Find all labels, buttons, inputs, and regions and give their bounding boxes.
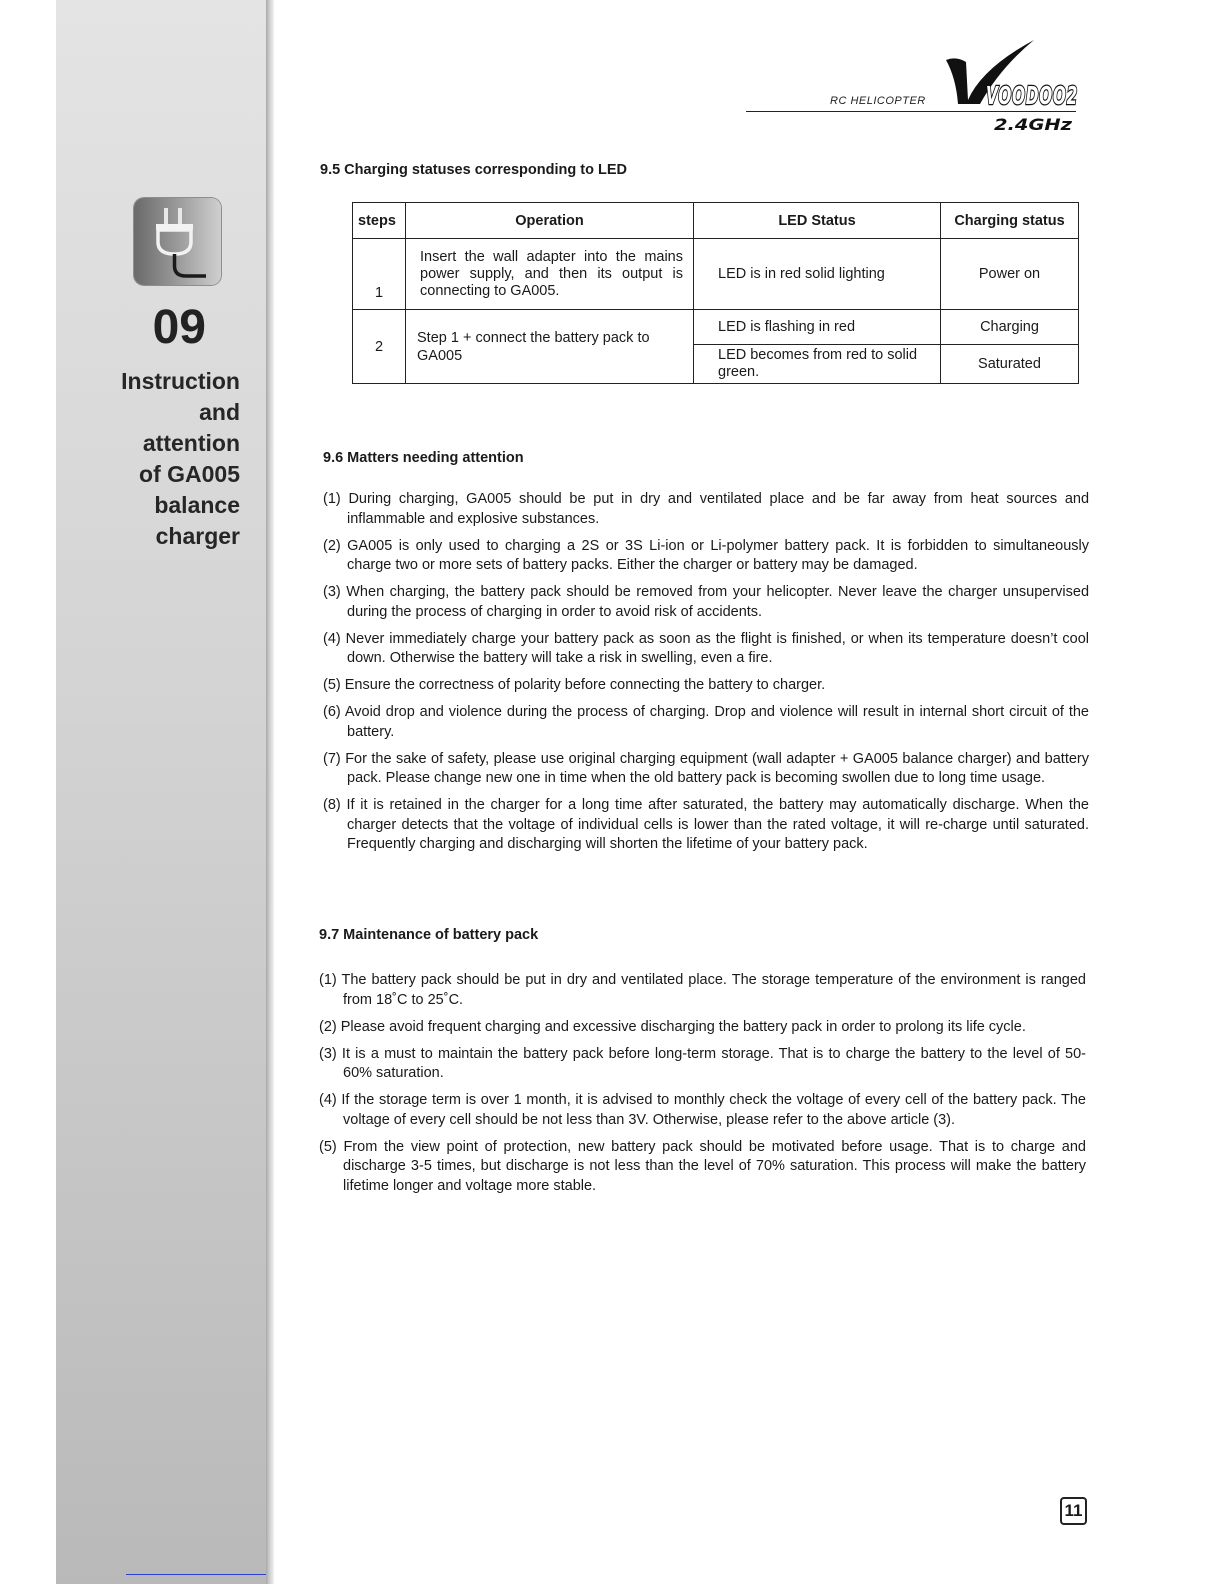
- item-number: (1): [323, 491, 341, 507]
- list-item: [323, 796, 1089, 855]
- list-item: [319, 1018, 1086, 1038]
- chapter-number: 09: [152, 301, 206, 354]
- table-row: [353, 310, 1079, 345]
- item-number: (4): [319, 1092, 337, 1108]
- chapter-title-line: of GA005: [139, 461, 240, 487]
- chapter-title-line: Instruction: [121, 368, 240, 394]
- header-subtitle: RC HELICOPTER: [830, 95, 926, 107]
- sidebar-link-line: [126, 1574, 266, 1575]
- chapter-title-line: charger: [155, 523, 240, 549]
- item-text: Ensure the correctness of polarity before connecting the battery to charger.: [344, 677, 826, 693]
- item-text: If the storage term is over 1 month, it is advised to monthly check the voltage of every cell of the battery pack. The voltage of every cell should be not less than 3V. Otherwise, please refer to the above article (3).: [341, 1092, 1086, 1128]
- charging-status-cell: Saturated: [941, 345, 1079, 384]
- maintenance-list: [319, 971, 1086, 1204]
- item-text: It is a must to maintain the battery pack before long-term storage. That is to charge the battery to the level of 50-60% saturation.: [341, 1045, 1086, 1081]
- column-header: LED Status: [694, 203, 941, 239]
- list-item: [319, 1138, 1086, 1197]
- step-cell: 1: [353, 239, 406, 310]
- item-number: (6): [323, 704, 341, 720]
- led-status-cell: LED becomes from red to solid green.: [694, 345, 941, 384]
- list-item: [323, 676, 1089, 696]
- operation-cell: Insert the wall adapter into the mains power supply, and then its output is connecting to GA005.: [406, 239, 694, 310]
- section-heading-9-6: 9.6 Matters needing attention: [323, 450, 524, 466]
- chapter-title-line: and: [199, 399, 240, 425]
- list-item: [319, 1091, 1086, 1130]
- step-cell: 2: [353, 310, 406, 384]
- item-text: The battery pack should be put in dry and ventilated place. The storage temperature of the environment is ranged from 18˚C to 25˚C.: [341, 972, 1086, 1008]
- list-item: [323, 490, 1089, 529]
- column-header: steps: [353, 203, 406, 239]
- page-number: 11: [1060, 1497, 1087, 1525]
- item-number: (7): [323, 750, 341, 767]
- list-item: [323, 537, 1089, 576]
- item-number: (3): [323, 584, 341, 600]
- item-number: (1): [319, 972, 337, 988]
- charging-status-cell: Charging: [941, 310, 1079, 345]
- chapter-title-line: attention: [142, 430, 240, 456]
- section-heading-9-5: 9.5 Charging statuses corresponding to LED: [320, 162, 627, 178]
- item-text: Please avoid frequent charging and excessive discharging the battery pack in order to prolong its life cycle.: [340, 1018, 1026, 1035]
- list-item: [323, 750, 1089, 789]
- led-status-cell: LED is in red solid lighting: [694, 239, 941, 310]
- item-text: From the view point of protection, new battery pack should be motivated before usage. That is to charge and discharge 3-5 times, but discharge is not less than the level of 70% saturation. This process will make the battery lifetime longer and voltage more stable.: [343, 1138, 1086, 1194]
- voodoo-logo: [940, 38, 1085, 138]
- section-heading-9-7: 9.7 Maintenance of battery pack: [319, 927, 539, 943]
- item-text: GA005 is only used to charging a 2S or 3S Li-ion or Li-polymer battery pack. It is forbidden to simultaneously charge two or more sets of battery packs. Either the charger or battery may be damaged.: [347, 537, 1089, 573]
- item-text: Avoid drop and violence during the process of charging. Drop and violence will result in internal short circuit of the battery.: [344, 704, 1089, 740]
- table-row: [353, 239, 1079, 310]
- sidebar-edge: [266, 0, 274, 1584]
- column-header: Charging status: [941, 203, 1079, 239]
- chapter-title-line: balance: [154, 492, 240, 518]
- item-number: (4): [323, 630, 341, 647]
- attention-list: [323, 490, 1089, 862]
- list-item: [323, 583, 1089, 622]
- item-text: Never immediately charge your battery pack as soon as the flight is finished, or when its temperature doesn’t cool down. Otherwise the battery will take a risk in swelling, even a fire.: [345, 630, 1089, 666]
- led-status-table: [352, 202, 1079, 384]
- power-plug-icon: [134, 198, 221, 285]
- logo-text: VOODOO2: [986, 81, 1078, 110]
- item-number: (2): [323, 537, 341, 554]
- logo-frequency: 2.4GHz: [994, 115, 1073, 134]
- table-header-row: [353, 203, 1079, 239]
- item-number: (8): [323, 797, 341, 813]
- column-header: Operation: [406, 203, 694, 239]
- list-item: [323, 630, 1089, 669]
- led-status-cell: LED is flashing in red: [694, 310, 941, 345]
- item-text: During charging, GA005 should be put in dry and ventilated place and be far away from heat sources and inflammable and explosive substances.: [347, 491, 1090, 527]
- item-text: If it is retained in the charger for a long time after saturated, the battery may automatically discharge. When the charger detects that the voltage of individual cells is lower than the rated voltage, it will re-charge until saturated. Frequently charging and discharging will shorten the lifetime of your battery pack.: [346, 797, 1090, 852]
- item-text: When charging, the battery pack should be removed from your helicopter. Never leave the charger unsupervised during the process of charging in order to avoid risk of accidents.: [346, 584, 1090, 620]
- item-number: (3): [319, 1045, 337, 1062]
- list-item: [323, 703, 1089, 742]
- list-item: [319, 1045, 1086, 1084]
- item-text: For the sake of safety, please use original charging equipment (wall adapter + GA005 balance charger) and battery pack. Please change new one in time when the old battery pack is becoming swollen due to long time usage.: [345, 750, 1089, 786]
- charging-status-cell: Power on: [941, 239, 1079, 310]
- item-number: (5): [319, 1138, 337, 1155]
- chapter-title: [56, 366, 240, 552]
- list-item: [319, 971, 1086, 1010]
- operation-cell: Step 1 + connect the battery pack to GA005: [406, 310, 694, 384]
- item-number: (2): [319, 1018, 337, 1035]
- item-number: (5): [323, 677, 341, 693]
